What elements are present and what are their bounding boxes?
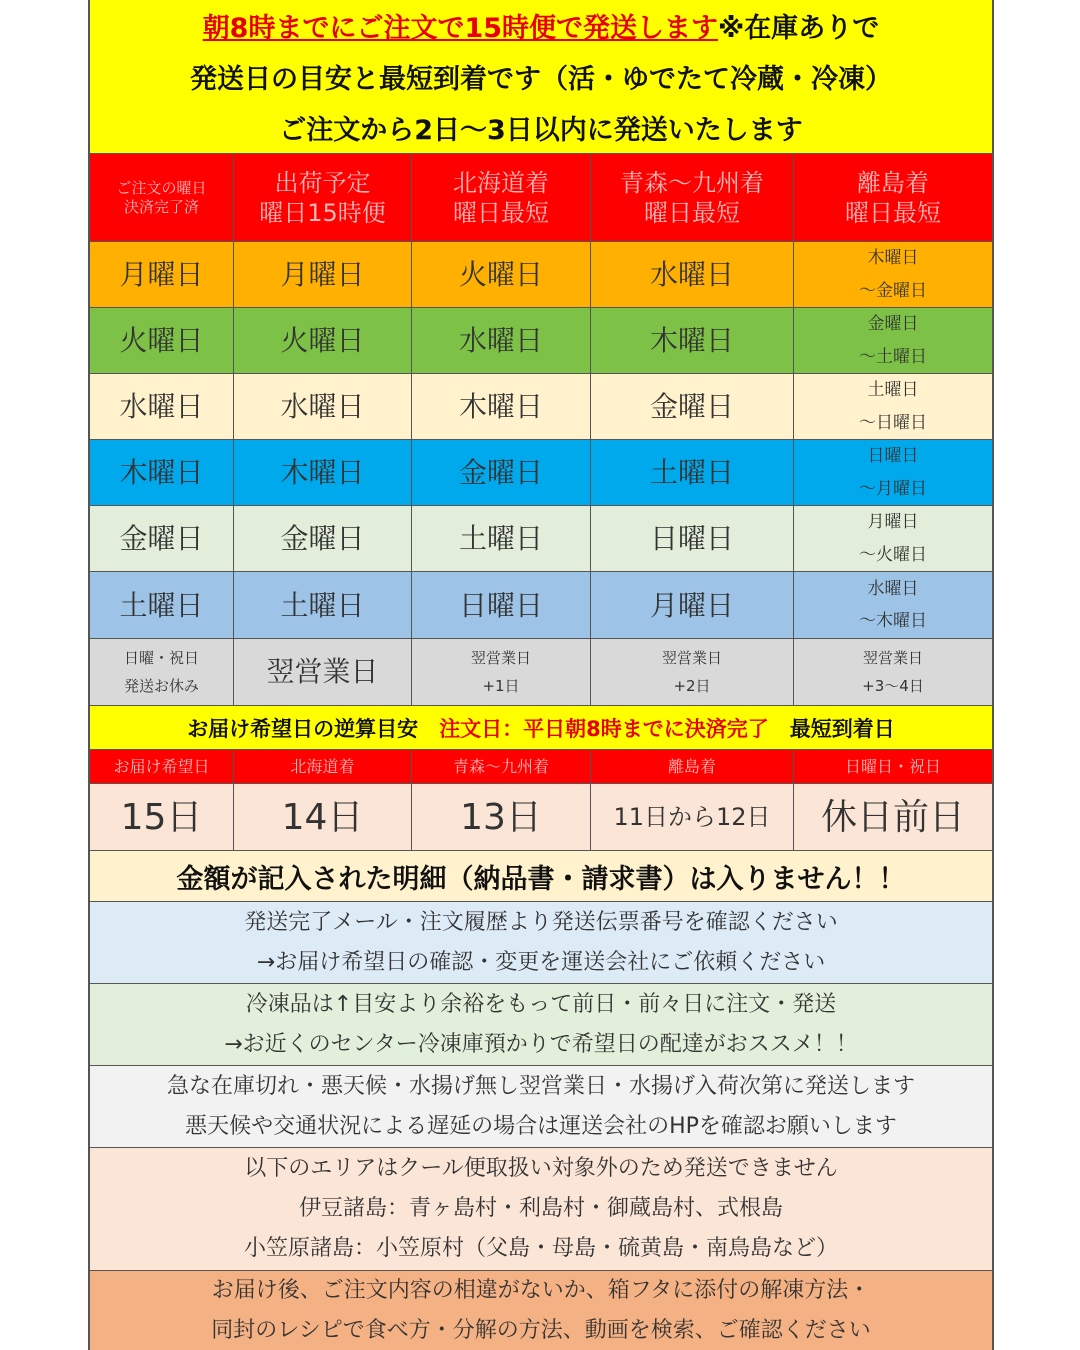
banner-stock-note: ※在庫ありで <box>718 13 880 44</box>
table-row: 土曜日 土曜日 日曜日 月曜日 水曜日 〜木曜日 <box>90 572 992 639</box>
table-row: 金曜日 金曜日 土曜日 日曜日 月曜日 〜火曜日 <box>90 506 992 572</box>
shipping-schedule-sheet <box>88 0 994 1350</box>
banner-line-2: 発送日の目安と最短到着です（活・ゆでたて冷蔵・冷凍） <box>190 64 892 95</box>
header-island: 離島着 曜日最短 <box>845 168 941 227</box>
info-excluded-areas: 以下のエリアはクール便取扱い対象外のため発送できません 伊豆諸島：青ヶ島村・利島村・御蔵島村、式根島 小笠原諸島：小笠原村（父島・母島・硫黄島・南鳥島など） <box>90 1148 992 1271</box>
header-hokkaido: 北海道着 曜日最短 <box>412 154 591 241</box>
banner-line-3: ご注文から2日〜3日以内に発送いたします <box>279 115 803 146</box>
table-row: 火曜日 火曜日 水曜日 木曜日 金曜日 〜土曜日 <box>90 308 992 374</box>
info-tracking: 発送完了メール・注文履歴より発送伝票番号を確認ください →お届け希望日の確認・変更を運送会社にご依頼ください <box>90 902 992 984</box>
header-banner <box>90 0 992 154</box>
table-row: 木曜日 木曜日 金曜日 土曜日 日曜日 〜月曜日 <box>90 440 992 506</box>
header-order-day: ご注文の曜日 決済完了済 <box>90 154 234 241</box>
header-honshu: 青森〜九州着 曜日最短 <box>591 154 794 241</box>
invoice-notice: 金額が記入された明細（納品書・請求書）は入りません！！ <box>90 851 992 902</box>
header-ship-day: 出荷予定 曜日15時便 <box>234 154 412 241</box>
banner-line-1 <box>203 0 880 51</box>
info-frozen: 冷凍品は↑目安より余裕をもって前日・前々日に注文・発送 →お近くのセンター冷凍庫預かりで希望日の配達がおススメ！！ <box>90 984 992 1066</box>
delivery-table-row: 15日 14日 13日 11日から12日 休日前日 <box>90 784 992 851</box>
table-row: 水曜日 水曜日 木曜日 金曜日 土曜日 〜日曜日 <box>90 374 992 440</box>
schedule-table-header <box>90 154 992 242</box>
table-row-holiday: 日曜・祝日 発送お休み 翌営業日 翌営業日 +1日 翌営業日 +2日 翌営業日 +3〜4日 <box>90 639 992 706</box>
info-delay: 急な在庫切れ・悪天候・水揚げ無し翌営業日・水揚げ入荷次第に発送します 悪天候や交通状況による遅延の場合は運送会社のHPを確認お願いします <box>90 1066 992 1148</box>
banner-cutoff-text: 朝8時までにご注文で15時便で発送します <box>202 13 719 44</box>
table-row: 月曜日 月曜日 火曜日 水曜日 木曜日 〜金曜日 <box>90 242 992 308</box>
info-after-delivery: お届け後、ご注文内容の相違がないか、箱フタに添付の解凍方法・ 同封のレシピで食べ方・分解の方法、動画を検索、ご確認ください <box>90 1271 992 1350</box>
reverse-calc-title: お届け希望日の逆算目安 注文日：平日朝8時までに決済完了 最短到着日 <box>90 706 992 750</box>
delivery-table-header: お届け希望日 北海道着 青森〜九州着 離島着 日曜日・祝日 <box>90 750 992 784</box>
